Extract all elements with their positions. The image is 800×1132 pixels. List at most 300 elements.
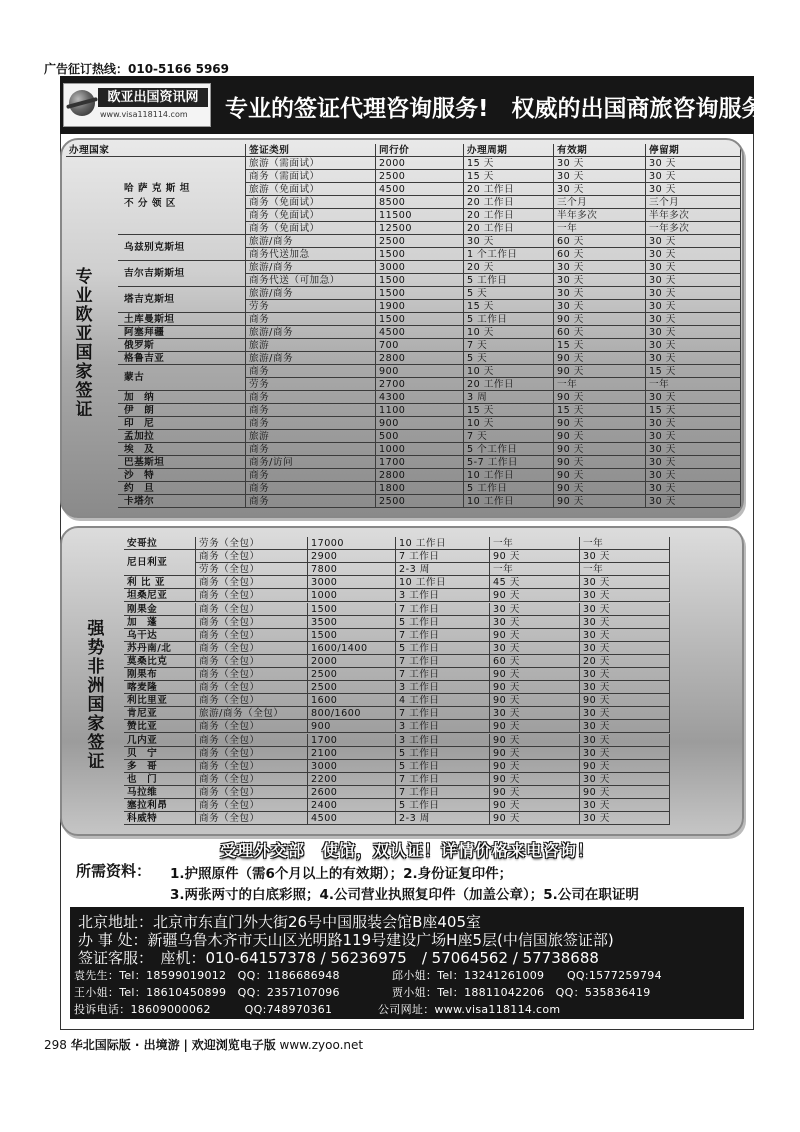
table-cell: 商务（全包）: [196, 720, 308, 733]
table-cell: 5 天: [464, 287, 554, 300]
section-label-char: 国: [75, 343, 93, 363]
table-cell: 30 天: [580, 799, 670, 812]
table-cell: 10 天: [464, 326, 554, 339]
table-cell: 商务（全包）: [196, 642, 308, 655]
table-cell: 2400: [308, 799, 396, 812]
ad-hotline: 广告征订热线：010-5166 5969: [44, 62, 230, 76]
table-header: 有效期: [554, 144, 646, 157]
table-cell: 7 工作日: [396, 668, 490, 681]
table-cell: 5 工作日: [396, 616, 490, 629]
table-cell: 5 天: [464, 352, 554, 365]
table-cell: 旅游（需面试）: [246, 157, 376, 170]
table-cell: 商务代送（可加急）: [246, 274, 376, 287]
country-name: 利比里亚: [124, 694, 196, 707]
table-cell: 900: [376, 365, 464, 378]
table-cell: 11500: [376, 209, 464, 222]
table-cell: 旅游/商务（全包）: [196, 707, 308, 720]
table-cell: 30 天: [580, 550, 670, 563]
table-cell: 5-7 工作日: [464, 456, 554, 469]
table-cell: 30 天: [580, 734, 670, 747]
table-cell: 45 天: [490, 576, 580, 589]
logo-url: www.visa118114.com: [100, 110, 188, 119]
footer-slogan: 欢迎浏览电子版: [191, 1038, 276, 1052]
table-cell: 30 天: [646, 326, 741, 339]
table-cell: 90 天: [554, 495, 646, 508]
table-cell: 半年多次: [646, 209, 741, 222]
table-cell: 5 工作日: [396, 642, 490, 655]
country-name: 吉尔吉斯斯坦: [118, 261, 246, 287]
section-label-char: 亚: [75, 324, 93, 344]
country-name: 巴基斯坦: [118, 456, 246, 469]
table-cell: 商务（全包）: [196, 786, 308, 799]
country-name: 科威特: [124, 812, 196, 825]
table-cell: 1500: [376, 313, 464, 326]
table-cell: 90 天: [554, 391, 646, 404]
table-cell: 商务（全包）: [196, 589, 308, 602]
table-cell: 一年: [490, 563, 580, 576]
table-cell: 30 天: [646, 456, 741, 469]
table-header: 停留期: [646, 144, 741, 157]
table-cell: 3 工作日: [396, 720, 490, 733]
table-cell: 90 天: [554, 469, 646, 482]
country-name: 肯尼亚: [124, 707, 196, 720]
table-cell: 30 天: [554, 261, 646, 274]
table-cell: 60 天: [554, 235, 646, 248]
table-cell: 30 天: [554, 170, 646, 183]
table-cell: 15 天: [646, 404, 741, 417]
table-cell: 30 天: [580, 681, 670, 694]
country-name: 约 旦: [118, 482, 246, 495]
table-cell: 商务（免面试）: [246, 222, 376, 235]
table-cell: 劳务: [246, 300, 376, 313]
table-cell: 10 工作日: [396, 537, 490, 550]
table-cell: 30 天: [580, 629, 670, 642]
table-cell: 30 天: [646, 339, 741, 352]
country-name: 几内亚: [124, 734, 196, 747]
table-cell: 90 天: [490, 760, 580, 773]
section-label-char: 签: [75, 381, 93, 401]
table-cell: 7800: [308, 563, 396, 576]
table-cell: 10 工作日: [464, 495, 554, 508]
header-slogan: 专业的签证代理咨询服务! 权威的出国商旅咨询服务: [225, 96, 765, 122]
country-name: 坦桑尼亚: [124, 589, 196, 602]
table-cell: 30 天: [646, 261, 741, 274]
table-cell: 三个月: [646, 196, 741, 209]
table-cell: 15 天: [464, 157, 554, 170]
country-name: 格鲁吉亚: [118, 352, 246, 365]
table-cell: 3 工作日: [396, 734, 490, 747]
eurasia-visa-panel: [60, 138, 744, 518]
table-cell: 一年: [490, 537, 580, 550]
table-cell: 商务（全包）: [196, 616, 308, 629]
table-header: 办理国家: [66, 144, 246, 157]
country-name: 利 比 亚: [124, 576, 196, 589]
table-cell: 30 天: [646, 183, 741, 196]
table-cell: 15 天: [554, 404, 646, 417]
table-cell: 商务（免面试）: [246, 196, 376, 209]
table-cell: 3000: [308, 576, 396, 589]
consult-notice: 受理外交部 使馆，双认证！详情价格来电咨询！: [219, 841, 594, 860]
table-cell: 旅游: [246, 339, 376, 352]
requirements-label: 所需资料：: [76, 862, 152, 880]
table-cell: 90 天: [554, 430, 646, 443]
table-cell: 半年多次: [554, 209, 646, 222]
table-cell: 商务: [246, 469, 376, 482]
table-cell: 30 天: [646, 300, 741, 313]
section-label-char: 国: [87, 695, 105, 715]
table-cell: 20 天: [580, 655, 670, 668]
table-cell: 30 天: [580, 707, 670, 720]
section-label-char: 业: [75, 286, 93, 306]
table-cell: 劳务: [246, 378, 376, 391]
table-cell: 5 工作日: [464, 482, 554, 495]
section-label-char: 证: [75, 400, 93, 420]
table-cell: 90 天: [554, 313, 646, 326]
table-cell: 30 天: [580, 720, 670, 733]
table-cell: 劳务（全包）: [196, 563, 308, 576]
table-cell: 900: [376, 417, 464, 430]
section-label-char: 洲: [87, 676, 105, 696]
table-cell: 2800: [376, 469, 464, 482]
table-cell: 90 天: [490, 747, 580, 760]
section-label-char: 非: [87, 657, 105, 677]
table-cell: 90 天: [490, 681, 580, 694]
section-label-africa: [80, 620, 112, 772]
section-label-char: 势: [87, 638, 105, 658]
table-cell: 30 天: [490, 707, 580, 720]
country-name: 沙 特: [118, 469, 246, 482]
country-name: 贝 宁: [124, 747, 196, 760]
table-cell: 30 天: [646, 287, 741, 300]
country-name: 塔吉克斯坦: [118, 287, 246, 313]
table-cell: 商务: [246, 443, 376, 456]
page-footer: [44, 1036, 363, 1053]
page-number: 298: [44, 1038, 67, 1052]
table-cell: 90 天: [490, 550, 580, 563]
table-cell: 20 工作日: [464, 222, 554, 235]
table-cell: 4500: [376, 183, 464, 196]
table-cell: 90 天: [554, 352, 646, 365]
table-cell: 30 天: [646, 495, 741, 508]
table-cell: 3 工作日: [396, 589, 490, 602]
table-cell: 3 工作日: [396, 681, 490, 694]
country-name: 刚果金: [124, 603, 196, 616]
table-cell: 90 天: [490, 773, 580, 786]
table-cell: 10 工作日: [464, 469, 554, 482]
table-cell: 90 天: [554, 482, 646, 495]
table-cell: 商务（全包）: [196, 576, 308, 589]
country-name: 加 纳: [118, 391, 246, 404]
country-name: 乌干达: [124, 629, 196, 642]
table-cell: 30 天: [580, 747, 670, 760]
section-label-char: 欧: [75, 305, 93, 325]
country-name: 乌兹别克斯坦: [118, 235, 246, 261]
beijing-address: 北京地址：北京市东直门外大街26号中国服装会馆B座405室: [78, 913, 482, 931]
table-cell: 30 天: [490, 642, 580, 655]
table-cell: 90 天: [490, 734, 580, 747]
table-cell: 2200: [308, 773, 396, 786]
table-cell: 90 天: [490, 786, 580, 799]
table-cell: 60 天: [554, 326, 646, 339]
table-cell: 1500: [376, 274, 464, 287]
table-cell: 30 天: [554, 300, 646, 313]
table-cell: 商务（全包）: [196, 812, 308, 825]
table-cell: 旅游/商务: [246, 352, 376, 365]
table-cell: 30 天: [580, 576, 670, 589]
table-cell: 90 天: [580, 760, 670, 773]
table-cell: 30 天: [646, 482, 741, 495]
table-header: 同行价: [376, 144, 464, 157]
table-cell: 旅游/商务: [246, 261, 376, 274]
table-cell: 1500: [376, 248, 464, 261]
table-cell: 2500: [308, 681, 396, 694]
table-cell: 8500: [376, 196, 464, 209]
table-cell: 一年: [554, 378, 646, 391]
table-cell: 20 天: [464, 261, 554, 274]
table-cell: 1000: [308, 589, 396, 602]
table-cell: 商务（全包）: [196, 694, 308, 707]
table-cell: 90 天: [554, 365, 646, 378]
table-cell: 1500: [376, 287, 464, 300]
table-cell: 5 个工作日: [464, 443, 554, 456]
header-banner: [60, 76, 765, 134]
table-cell: 一年: [646, 378, 741, 391]
table-cell: 5 工作日: [464, 313, 554, 326]
table-cell: 1600: [308, 694, 396, 707]
table-cell: 商务（全包）: [196, 773, 308, 786]
table-cell: 2-3 周: [396, 563, 490, 576]
table-header: 签证类别: [246, 144, 376, 157]
table-cell: 90 天: [490, 629, 580, 642]
table-cell: 90 天: [490, 668, 580, 681]
table-cell: 30 天: [646, 443, 741, 456]
country-name: 哈 萨 克 斯 坦 不 分 领 区: [118, 157, 246, 235]
table-cell: 1600/1400: [308, 642, 396, 655]
table-cell: 800/1600: [308, 707, 396, 720]
table-cell: 4300: [376, 391, 464, 404]
table-cell: 90 天: [554, 443, 646, 456]
table-cell: 商务（需面试）: [246, 170, 376, 183]
table-cell: 15 天: [464, 170, 554, 183]
table-cell: 2500: [308, 668, 396, 681]
country-name: 尼日利亚: [124, 550, 196, 576]
logo-name: 欧亚出国资讯网: [98, 88, 208, 107]
table-cell: 15 天: [554, 339, 646, 352]
table-cell: 30 天: [490, 616, 580, 629]
country-name: 喀麦隆: [124, 681, 196, 694]
table-cell: 一年多次: [646, 222, 741, 235]
table-cell: 商务: [246, 482, 376, 495]
table-cell: 1900: [376, 300, 464, 313]
table-cell: 7 天: [464, 430, 554, 443]
table-cell: 5 工作日: [396, 799, 490, 812]
table-cell: 1100: [376, 404, 464, 417]
table-cell: 30 天: [646, 430, 741, 443]
table-cell: 500: [376, 430, 464, 443]
table-cell: 60 天: [554, 248, 646, 261]
logo[interactable]: [63, 83, 211, 127]
table-cell: 30 天: [646, 157, 741, 170]
table-cell: 5 工作日: [396, 760, 490, 773]
table-cell: 商务（全包）: [196, 629, 308, 642]
table-cell: 90 天: [554, 456, 646, 469]
table-cell: 2100: [308, 747, 396, 760]
country-name: 伊 朗: [118, 404, 246, 417]
table-cell: 90 天: [490, 799, 580, 812]
table-cell: 2000: [376, 157, 464, 170]
table-cell: 20 工作日: [464, 209, 554, 222]
table-cell: 1 个工作日: [464, 248, 554, 261]
table-cell: 15 天: [646, 365, 741, 378]
table-cell: 30 天: [646, 170, 741, 183]
table-cell: 90 天: [490, 720, 580, 733]
table-cell: 2700: [376, 378, 464, 391]
section-label-char: 签: [87, 733, 105, 753]
table-cell: 劳务（全包）: [196, 537, 308, 550]
table-cell: 3000: [308, 760, 396, 773]
table-cell: 30 天: [646, 469, 741, 482]
table-cell: 3000: [376, 261, 464, 274]
country-name: 莫桑比克: [124, 655, 196, 668]
country-name: 也 门: [124, 773, 196, 786]
table-cell: 7 天: [464, 339, 554, 352]
table-cell: 旅游/商务: [246, 235, 376, 248]
contact-person-2: 邱小姐：Tel：13241261009 QQ:1577259794: [392, 969, 662, 982]
table-cell: 30 天: [464, 235, 554, 248]
table-cell: 2500: [376, 170, 464, 183]
table-cell: 1000: [376, 443, 464, 456]
table-cell: 10 工作日: [396, 576, 490, 589]
table-cell: 900: [308, 720, 396, 733]
table-cell: 90 天: [580, 786, 670, 799]
country-name: 卡塔尔: [118, 495, 246, 508]
office-address: 办 事 处：新疆乌鲁木齐市天山区光明路119号建设广场H座5层(中信国旅签证部): [78, 931, 614, 949]
table-cell: 30 天: [580, 773, 670, 786]
table-cell: 90 天: [554, 417, 646, 430]
service-phones: 签证客服： 座机：010-64157378 / 56236975 / 57064562 / 57738688: [78, 949, 599, 967]
table-cell: 7 工作日: [396, 707, 490, 720]
country-name: 阿塞拜疆: [118, 326, 246, 339]
table-cell: 商务: [246, 313, 376, 326]
table-cell: 商务（全包）: [196, 603, 308, 616]
table-cell: 商务（全包）: [196, 760, 308, 773]
table-cell: 90 天: [580, 694, 670, 707]
table-cell: 2000: [308, 655, 396, 668]
section-label-char: 家: [75, 362, 93, 382]
table-cell: 商务: [246, 404, 376, 417]
table-cell: 旅游/商务: [246, 287, 376, 300]
table-cell: 商务（全包）: [196, 655, 308, 668]
table-cell: 10 天: [464, 417, 554, 430]
table-cell: 三个月: [554, 196, 646, 209]
table-cell: 30 天: [554, 183, 646, 196]
table-cell: 30 天: [490, 603, 580, 616]
table-cell: 7 工作日: [396, 786, 490, 799]
section-label-char: 证: [87, 752, 105, 772]
table-cell: 2500: [376, 235, 464, 248]
footer-url[interactable]: www.zyoo.net: [279, 1038, 364, 1052]
table-cell: 2800: [376, 352, 464, 365]
table-cell: 1700: [308, 734, 396, 747]
africa-visa-panel: [60, 526, 744, 836]
table-cell: 一年: [580, 537, 670, 550]
table-cell: 7 工作日: [396, 655, 490, 668]
contact-box: [70, 907, 744, 1019]
requirements-line-2: 3.两张两寸的白底彩照；4.公司营业执照复印件（加盖公章）；5.公司在职证明: [170, 887, 639, 903]
table-cell: 2600: [308, 786, 396, 799]
table-cell: 90 天: [490, 589, 580, 602]
table-cell: 5 工作日: [464, 274, 554, 287]
table-cell: 旅游/商务: [246, 326, 376, 339]
table-cell: 商务（全包）: [196, 681, 308, 694]
contact-person-3: 王小姐：Tel：18610450899 QQ：2357107096: [74, 986, 340, 999]
table-cell: 30 天: [646, 417, 741, 430]
requirements-line-1: 1.护照原件（需6个月以上的有效期）；2.身份证复印件；: [170, 866, 513, 882]
table-cell: 4500: [376, 326, 464, 339]
section-label-char: 专: [75, 267, 93, 287]
table-cell: 商务: [246, 417, 376, 430]
contact-person-1: 袁先生：Tel：18599019012 QQ：1186686948: [74, 969, 340, 982]
table-cell: 30 天: [580, 668, 670, 681]
section-label-eurasia: [68, 268, 100, 420]
table-cell: 30 天: [554, 274, 646, 287]
country-name: 多 哥: [124, 760, 196, 773]
country-name: 刚果布: [124, 668, 196, 681]
country-name: 塞拉利昂: [124, 799, 196, 812]
company-website[interactable]: 公司网址：www.visa118114.com: [378, 1003, 561, 1016]
table-cell: 60 天: [490, 655, 580, 668]
table-cell: 商务（免面试）: [246, 209, 376, 222]
table-cell: 商务（全包）: [196, 747, 308, 760]
table-cell: 30 天: [646, 352, 741, 365]
country-name: 加 蓬: [124, 616, 196, 629]
publication-name: 华北国际版 · 出境游: [70, 1038, 180, 1052]
table-cell: 10 天: [464, 365, 554, 378]
table-header: 办理周期: [464, 144, 554, 157]
table-cell: 旅游: [246, 430, 376, 443]
table-cell: 90 天: [490, 812, 580, 825]
section-label-char: 强: [87, 619, 105, 639]
country-name: 埃 及: [118, 443, 246, 456]
table-cell: 20 工作日: [464, 378, 554, 391]
table-cell: 商务: [246, 495, 376, 508]
table-cell: 30 天: [646, 274, 741, 287]
table-cell: 30 天: [554, 287, 646, 300]
table-cell: 7 工作日: [396, 550, 490, 563]
table-cell: 旅游（免面试）: [246, 183, 376, 196]
table-cell: 15 天: [464, 300, 554, 313]
table-cell: 商务（全包）: [196, 668, 308, 681]
table-cell: 30 天: [646, 248, 741, 261]
globe-icon: [69, 90, 95, 116]
footer-separator: |: [183, 1038, 188, 1052]
table-cell: 90 天: [490, 694, 580, 707]
table-cell: 商务/访问: [246, 456, 376, 469]
country-name: 苏丹南/北: [124, 642, 196, 655]
table-cell: 4500: [308, 812, 396, 825]
table-cell: 1500: [308, 629, 396, 642]
country-name: 俄罗斯: [118, 339, 246, 352]
table-cell: 30 天: [580, 616, 670, 629]
table-cell: 4 工作日: [396, 694, 490, 707]
table-cell: 3 周: [464, 391, 554, 404]
country-name: 赞比亚: [124, 720, 196, 733]
table-cell: 商务: [246, 365, 376, 378]
table-cell: 30 天: [646, 391, 741, 404]
table-cell: 30 天: [580, 642, 670, 655]
table-cell: 7 工作日: [396, 773, 490, 786]
table-cell: 7 工作日: [396, 603, 490, 616]
